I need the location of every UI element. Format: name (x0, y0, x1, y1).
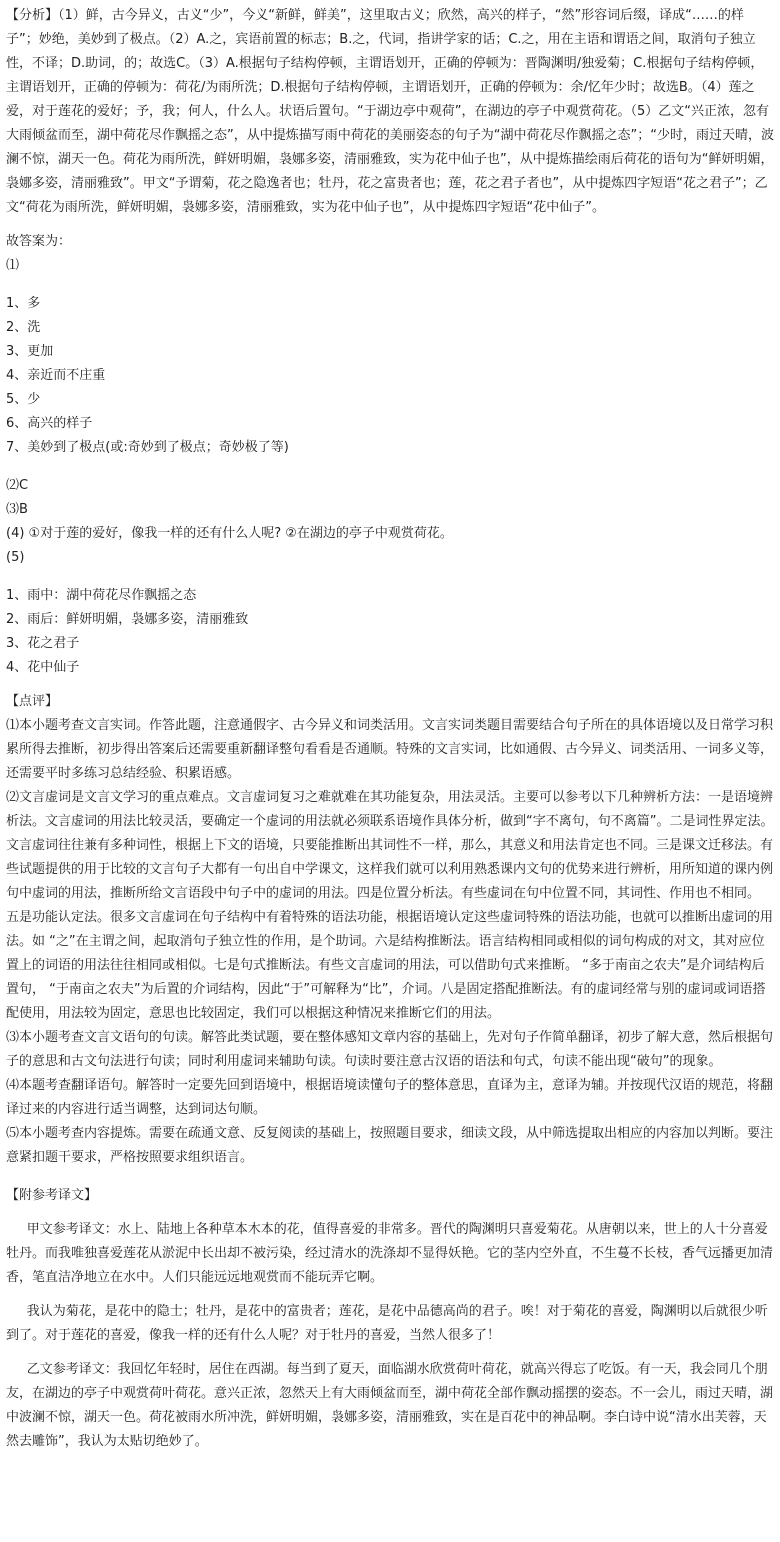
answer-q2: ⑵C (6, 478, 29, 493)
answer-q5-item: 1、雨中：湖中荷花尽作飘摇之态 (6, 588, 197, 603)
answer-q1-list (6, 292, 774, 460)
answer-q1-item: 2、洗 (6, 320, 41, 335)
answer-q4: (4) ①对于莲的爱好，像我一样的还有什么人呢? ②在湖边的亭子中观赏荷花。 (6, 526, 453, 541)
answer-q1-item: 5、少 (6, 392, 41, 407)
answer-q5-item: 3、花之君子 (6, 636, 80, 651)
translation-paragraph-jia-2: 我认为菊花，是花中的隐士；牡丹，是花中的富贵者；莲花，是花中品德高尚的君子。唉！对于菊花的喜爱，陶渊明以后就很少听到了。对于莲花的喜爱，像我一样的还有什么人呢？对于牡丹的喜爱，当然人很多了！ (6, 1304, 768, 1343)
translation-paragraph-jia: 甲文参考译文：水上、陆地上各种草本木本的花，值得喜爱的非常多。晋代的陶渊明只喜爱菊花。从唐朝以来，世上的人十分喜爱牡丹。而我唯独喜爱莲花从淤泥中长出却不被污染，经过清水的洗涤却不显得妖艳。它的茎内空外直，不生蔓不长枝，香气远播更加清香，笔直洁净地立在水中。人们只能远远地观赏而不能玩弄它啊。 (6, 1222, 774, 1285)
answer-q5-list (6, 584, 774, 680)
answer-q1-label: ⑴ (6, 258, 20, 273)
answer-q3: ⑶B (6, 502, 28, 517)
answer-q5-item: 4、花中仙子 (6, 660, 80, 675)
answer-q1-item: 3、更加 (6, 344, 54, 359)
comment-item: ⑸本小题考查内容提炼。需要在疏通文意、反复阅读的基础上，按照题目要求，细读文段，从中筛选提取出相应的内容加以判断。要注意紧扣题干要求，严格按照要求组织语言。 (6, 1126, 774, 1165)
comment-item: ⑷本题考查翻译语句。解答时一定要先回到语境中，根据语境读懂句子的整体意思，直译为主，意译为辅。并按现代汉语的规范，将翻译过来的内容进行适当调整，达到词达句顺。 (6, 1078, 774, 1117)
comment-item: ⑴本小题考查文言实词。作答此题，注意通假字、古今异义和词类活用。文言实词类题目需要结合句子所在的具体语境以及日常学习积累所得去推断，初步得出答案后还需要重新翻译整句看看是否通顺。特殊的文言实词，比如通假、古今异义、词类活用、一词多义等，还需要平时多练习总结经验、积累语感。 (6, 718, 774, 781)
translation-paragraph-yi: 乙文参考译文：我回忆年轻时，居住在西湖。每当到了夏天，面临湖水欣赏荷叶荷花，就高兴得忘了吃饭。有一天，我会同几个朋友，在湖边的亭子中观赏荷叶荷花。意兴正浓，忽然天上有大雨倾盆而至，湖中荷花全部作飘动摇摆的姿态。不一会儿，雨过天晴，湖中波澜不惊，湖天一色。荷花被雨水所冲洗，鲜妍明媚，袅娜多姿，清丽雅致，实在是百花中的神品啊。李白诗中说“清水出芙蓉，天然去雕饰”，我认为太贴切绝妙了。 (6, 1362, 774, 1449)
answer-q1-item: 4、亲近而不庄重 (6, 368, 106, 383)
comment-heading: 【点评】 (6, 694, 59, 709)
answer-q1-item: 6、高兴的样子 (6, 416, 93, 431)
answer-q5-item: 2、雨后：鲜妍明媚，袅娜多姿，清丽雅致 (6, 612, 249, 627)
comment-item: ⑶本小题考查文言文语句的句读。解答此类试题，要在整体感知文章内容的基础上，先对句子作简单翻译，初步了解大意，然后根据句子的意思和古文句法进行句读；同时利用虚词来辅助句读。句读时要注意古汉语的语法和句式，句读不能出现“破句”的现象。 (6, 1030, 774, 1069)
answer-intro: 故答案为： (6, 234, 72, 249)
analysis-paragraph: 【分析】（1）鲜，古今异义，古义“少”，今义“新鲜，鲜美”，这里取古义；欣然，高兴的样子，“然”形容词后缀，译成“……的样子”；妙绝，美妙到了极点。（2）A.之，宾语前置的标志；B.之，代词，指讲学家的话；C.之，用在主语和谓语之间，取消句子独立性，不译；D.助词，的；故选C。（3）A.根据句子结构停顿，主谓语划开，正确的停顿为：晋陶渊明/独爱菊；C.根据句子结构停顿，主谓语划开，正确的停顿为：荷花/为雨所洗；D.根据句子结构停顿，主谓语划开，正确的停顿为：余/忆年少时；故选B。（4）莲之爱，对于莲花的爱好；予，我；何人，什么人。状语后置句。“于湖边亭中观荷”，在湖边的亭子中观赏荷花。（5）乙文“兴正浓，忽有大雨倾盆而至，湖中荷花尽作飘摇之态”，从中提炼描写雨中荷花的美丽姿态的句子为“湖中荷花尽作飘摇之态”；“少时，雨过天晴，波澜不惊，湖天一色。荷花为雨所洗，鲜妍明媚，袅娜多姿，清丽雅致，实为花中仙子也”，从中提炼描绘雨后荷花的语句为“鲜妍明媚，袅娜多姿，清丽雅致”。甲文“予谓菊，花之隐逸者也；牡丹，花之富贵者也；莲，花之君子者也”，从中提炼四字短语“花之君子”；乙文“荷花为雨所洗，鲜妍明媚，袅娜多姿，清丽雅致，实为花中仙子也”，从中提炼四字短语“花中仙子”。 (6, 8, 774, 215)
answer-q5-label: (5) (6, 550, 25, 565)
answer-q1-item: 1、多 (6, 296, 41, 311)
answer-q1-item: 7、美妙到了极点(或:奇妙到了极点；奇妙极了等) (6, 440, 289, 455)
comment-item: ⑵文言虚词是文言文学习的重点难点。文言虚词复习之难就难在其功能复杂，用法灵活。主要可以参考以下几种辨析方法：一是语境辨析法。文言虚词的用法比较灵活，要确定一个虚词的用法就必须联系语境作具体分析，做到“字不离句，句不离篇”。二是词性界定法。文言虚词往往兼有多种词性，根据上下文的语境，只要能推断出其词性不一样，那么，其意义和用法肯定也不同。三是课文迁移法。有些试题提供的用于比较的文言句子大都有一句出自中学课文，这样我们就可以利用熟悉课内文句的优势来进行辨析，用所知道的课内例句中虚词的用法，推断所给文言语段中句子中的虚词的用法。四是位置分析法。有些虚词在句中位置不同，其词性、作用也不相同。 五是功能认定法。很多文言虚词在句子结构中有着特殊的语法功能，根据语境认定这些虚词特殊的语法功能，也就可以推断出虚词的用法。如 “之”在主谓之间，起取消句子独立性的作用，是个助词。六是结构推断法。语言结构相同或相似的词句构成的对文，其对应位置上的词语的用法往往相同或相似。七是句式推断法。有些文言虚词的用法，可以借助句式来推断。 “多于南亩之农夫”是介词结构后置句， “于南亩之农夫”为后置的介词结构，因此“于”可解释为“比”，介词。八是固定搭配推断法。有的虚词经常与别的虚词或词语搭配使用，用法较为固定，意思也比较固定，我们可以根据这种情况来推断它们的用法。 (6, 790, 774, 1021)
translation-heading: 【附参考译文】 (6, 1188, 98, 1203)
